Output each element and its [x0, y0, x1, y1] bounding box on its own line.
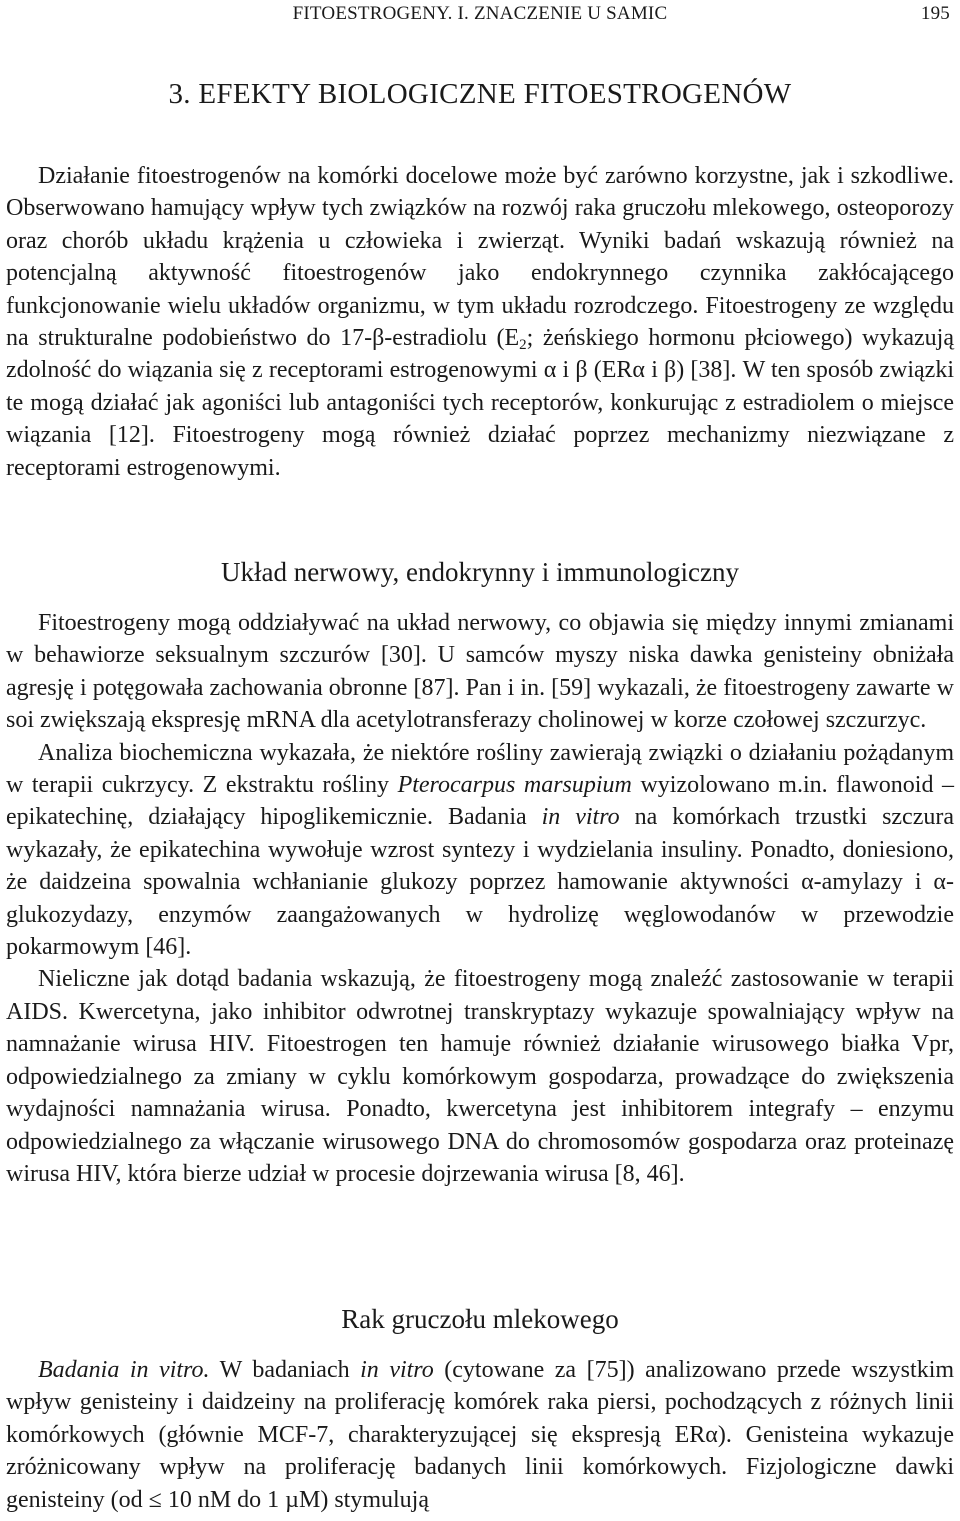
running-title: FITOESTROGENY. I. ZNACZENIE U SAMIC: [292, 3, 668, 24]
intro-text-a: Działanie fitoestrogenów na komórki docelowe może być zarówno korzystne, jak i szkodliwe. Obserwowano hamujący wpływ tych związków na rozwój raka gruczołu mlekowego, osteoporozy oraz chorób układu krążenia u człowieka i zwierząt. Wyniki badań wskazują również na potencjalną aktywność fitoestrogenów jako endokrynnego czynnika zakłócającego funkcjonowanie wielu układów organizmu, w tym układu rozrodczego. Fitoestrogeny ze względu na strukturalne podobieństwo do 17-β-estradiolu (E: [6, 163, 954, 352]
paragraph-diabetes: [6, 737, 954, 964]
diabetes-text-c: na komórkach trzustki szczura wykazały, że epikatechina wywołuje wzrost syntezy i wydzielania insuliny. Ponadto, doniesiono, że daidzeina spowalnia wchłanianie glukozy poprzez hamowanie aktywności α-amylazy i α-glukozydazy, enzymów zaangażowanych w hydrolizę węglowodanów w przewodzie pokarmowym [46].: [6, 804, 955, 961]
estradiol-subscript: 2: [519, 337, 527, 354]
breast-text-b: (cytowane za [75]) analizowano przede wszystkim wpływ genisteiny i daidzeiny na proliferację komórek raka piersi, pochodzących z różnych linii komórkowych (głównie MCF-7, charakteryzującej się ekspresją ERα). Genisteina wykazuje zróżnicowany wpływ na proliferację badanych linii komórkowych. Fizjologiczne dawki genisteiny (od ≤ 10 nM do 1 µM) stymulują: [6, 1357, 955, 1513]
in-vitro-lead: Badania in vitro.: [38, 1357, 210, 1383]
in-vitro-term: in vitro: [541, 804, 620, 831]
species-name: Pterocarpus marsupium: [397, 772, 632, 799]
section-title: 3. EFEKTY BIOLOGICZNE FITOESTROGENÓW: [168, 78, 792, 110]
page-number: 195: [920, 3, 950, 24]
paragraph-aids: Nieliczne jak dotąd badania wskazują, że fitoestrogeny mogą znaleźć zastosowanie w terapii AIDS. Kwercetyna, jako inhibitor odwrotnej transkryptazy wykazuje spowalniający wpływ na namnażanie wirusa HIV. Fitoestrogen ten hamuje również działanie wirusowego białka Vpr, odpowiedzialnego za zmiany w cyklu komórkowym gospodarza, prowadzące do zwiększenia wydajności namnażania wirusa. Ponadto, kwercetyna jest inhibitorem integrafy – enzymu odpowiedzialnego za włączanie wirusowego DNA do chromosomów gospodarza oraz proteinazę wirusa HIV, która bierze udział w procesie dojrzewania wirusa [8, 46].: [6, 966, 954, 1187]
breast-text-a: W badaniach: [209, 1357, 361, 1383]
paragraph-in-vitro: [6, 1354, 954, 1516]
intro-block: [6, 160, 954, 484]
intro-paragraph: [6, 160, 954, 484]
running-header: [6, 3, 954, 25]
paragraph-nervous: Fitoestrogeny mogą oddziaływać na układ nerwowy, co objawia się między innymi zmianami w behawiorze seksualnym szczurów [30]. U samców myszy niska dawka genisteiny obniżała agresję i potęgowała zachowania obronne [87]. Pan i in. [59] wykazali, że fitoestrogeny zawarte w soi zwiększają ekspresję mRNA dla acetylotransferazy cholinowej w korze czołowej szczurzyc.: [6, 610, 954, 734]
intro-text-b: ; żeńskiego hormonu płciowego) wykazują zdolność do wiązania się z receptorami estrogenowymi α i β (ERα i β) [38]. W ten sposób związki te mogą działać jak agoniści lub antagoniści tych receptorów, konkurując z estradiolem o miejsce wiązania [12]. Fitoestrogeny mogą również działać poprzez mechanizmy niezwiązane z receptorami estrogenowymi.: [6, 325, 955, 481]
subsection-title-breast-cancer: Rak gruczołu mlekowego: [341, 1304, 619, 1334]
nervous-block: [6, 607, 954, 1190]
in-vitro-term-2: in vitro: [360, 1357, 434, 1383]
diabetes-text-b: wyizolowano m.in. flawonoid – epikatechinę, działający hipoglikemicznie. Badania: [6, 772, 955, 831]
subsection-title-nervous: Układ nerwowy, endokrynny i immunologiczny: [221, 557, 739, 587]
breast-cancer-block: [6, 1354, 954, 1516]
diabetes-text-a: Analiza biochemiczna wykazała, że niektóre rośliny zawierają związki o działaniu pożądanym w terapii cukrzycy. Z ekstraktu rośliny: [6, 739, 954, 799]
